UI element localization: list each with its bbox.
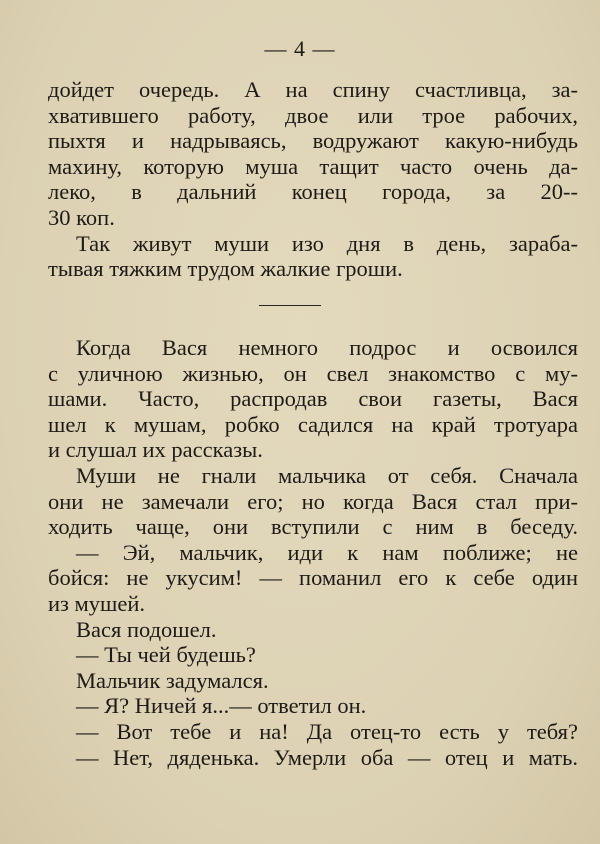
text-line: махину, которую муша тащит часто очень да- [48, 153, 578, 179]
text-line: с уличною жизнью, он свел знакомство с му- [48, 360, 578, 386]
text-line: — Эй, мальчик, иди к нам поближе; не [76, 539, 578, 565]
text-line: 30 коп. [48, 204, 115, 230]
text-line: — Ты чей будешь? [76, 642, 256, 668]
text-line: — Нет, дяденька. Умерли оба — отец и мать. [76, 744, 578, 770]
text-line: они не замечали его; но когда Вася стал при- [48, 488, 578, 514]
text-line: пыхтя и надрываясь, водружают какую-нибудь [48, 128, 578, 154]
text-line: леко, в дальний конец города, за 20-- [48, 179, 578, 205]
text-line: — Я? Ничей я...— ответил он. [76, 693, 367, 719]
text-line: — Вот тебе и на! Да отец-то есть у тебя? [76, 718, 578, 744]
section-separator [259, 305, 321, 306]
text-line: из мушей. [48, 590, 146, 616]
text-line: шел к мушам, робко садился на край тротуара [48, 411, 578, 437]
text-line: Так живут муши изо дня в день, зараба- [76, 230, 578, 256]
text-line: тывая тяжким трудом жалкие гроши. [48, 256, 403, 282]
text-line: Муши не гнали мальчика от себя. Сначала [76, 462, 578, 488]
text-line: Мальчик задумался. [76, 667, 269, 693]
text-line: и слушал их рассказы. [48, 437, 263, 463]
text-line: шами. Часто, распродав свои газеты, Вася [48, 386, 578, 412]
text-line: Когда Вася немного подрос и освоился [76, 335, 578, 360]
text-line: хватившего работу, двое или трое рабочих, [48, 102, 578, 128]
text-block-1 [48, 77, 578, 282]
page-number: — 4 — [264, 36, 336, 61]
text-line: бойся: не укусим! — поманил его к себе один [48, 565, 578, 591]
text-line: ходить чаще, они вступили с ним в беседу. [48, 514, 578, 540]
text-line: Вася подошел. [76, 616, 217, 642]
text-line: дойдет очередь. А на спину счастливца, за- [48, 77, 578, 102]
text-block-2 [48, 335, 578, 770]
